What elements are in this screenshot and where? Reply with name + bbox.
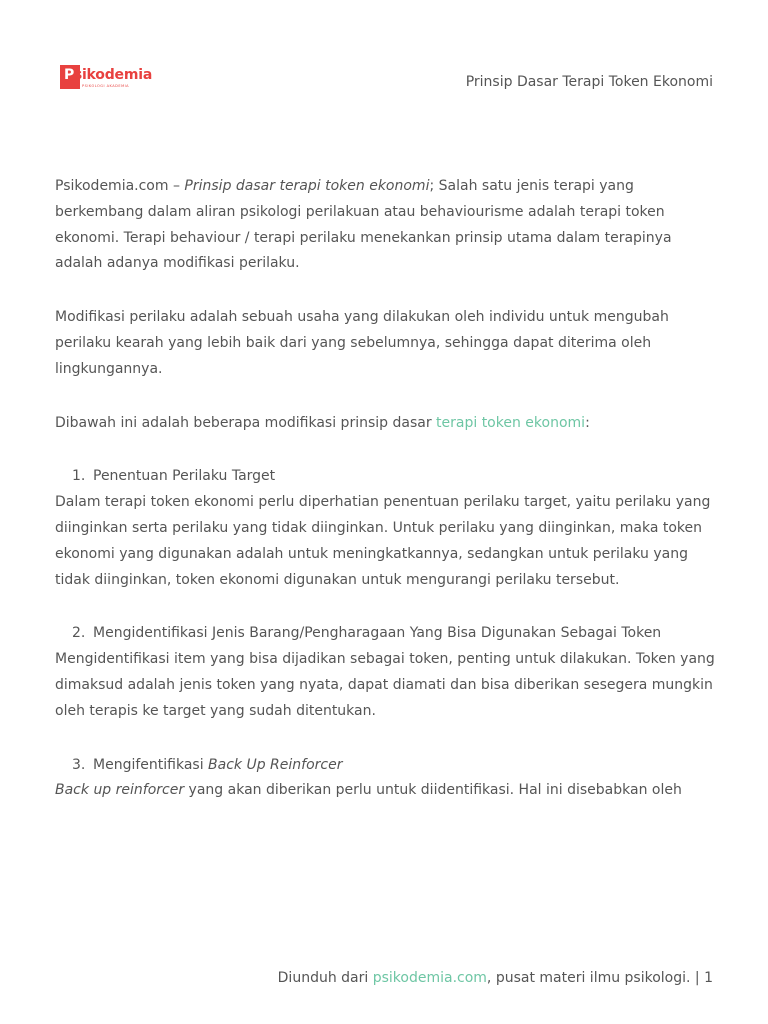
list-item-2: 2. Mengidentifikasi Jenis Barang/Pengharagaan Yang Bisa Digunakan Sebagai Token	[72, 625, 662, 642]
list-item-3: 3. Mengifentifikasi Back Up Reinforcer	[72, 756, 343, 773]
psikodemia-logo	[60, 64, 160, 94]
logo-wordmark: Psikodemia	[64, 67, 153, 83]
paragraph-list-intro: Dibawah ini adalah beberapa modifikasi prinsip dasar terapi token ekonomi:	[55, 414, 590, 431]
list-item-2-body: Mengidentifikasi item yang bisa dijadikan sebagai token, penting untuk dilakukan. Token yang dimaksud adalah jenis token yang nyata, dapat diamati dan bisa diberikan sesegera mungkin oleh terapis ke target yang sudah ditentukan.	[55, 651, 715, 719]
list-item-1: 1. Penentuan Perilaku Target	[72, 468, 276, 485]
logo-subtitle: PSIKOLOGI AKADEMIA	[82, 84, 130, 88]
page-header-title: Prinsip Dasar Terapi Token Ekonomi	[465, 74, 713, 90]
intro-paragraph: Psikodemia.com – Prinsip dasar terapi token ekonomi; Salah satu jenis terapi yang berkembang dalam aliran psikologi perilakuan atau behaviourisme adalah terapi token ekonomi. Terapi behaviour / terapi perilaku menekankan prinsip utama dalam terapinya adalah adanya modifikasi perilaku.	[55, 178, 672, 272]
terapi-token-ekonomi-link[interactable]: terapi token ekonomi	[436, 414, 586, 431]
list-item-3-body: Back up reinforcer yang akan diberikan perlu untuk diidentifikasi. Hal ini disebabkan oleh	[55, 782, 682, 799]
list-item-1-body: Dalam terapi token ekonomi perlu diperhatian penentuan perilaku target, yaitu perilaku yang diinginkan serta perilaku yang tidak diinginkan. Untuk perilaku yang diinginkan, maka token ekonomi yang digunakan adalah untuk meningkatkannya, sedangkan untuk perilaku yang tidak diinginkan, token ekonomi digunakan untuk mengurangi perilaku tersebut.	[55, 494, 711, 588]
article-body	[55, 174, 715, 832]
paragraph-modifikasi: Modifikasi perilaku adalah sebuah usaha yang dilakukan oleh individu untuk mengubah perilaku kearah yang lebih baik dari yang sebelumnya, sehingga dapat diterima oleh lingkungannya.	[55, 309, 669, 377]
page-footer: Diunduh dari psikodemia.com, pusat materi ilmu psikologi. | 1	[277, 970, 713, 986]
psikodemia-footer-link[interactable]: psikodemia.com	[372, 970, 487, 986]
